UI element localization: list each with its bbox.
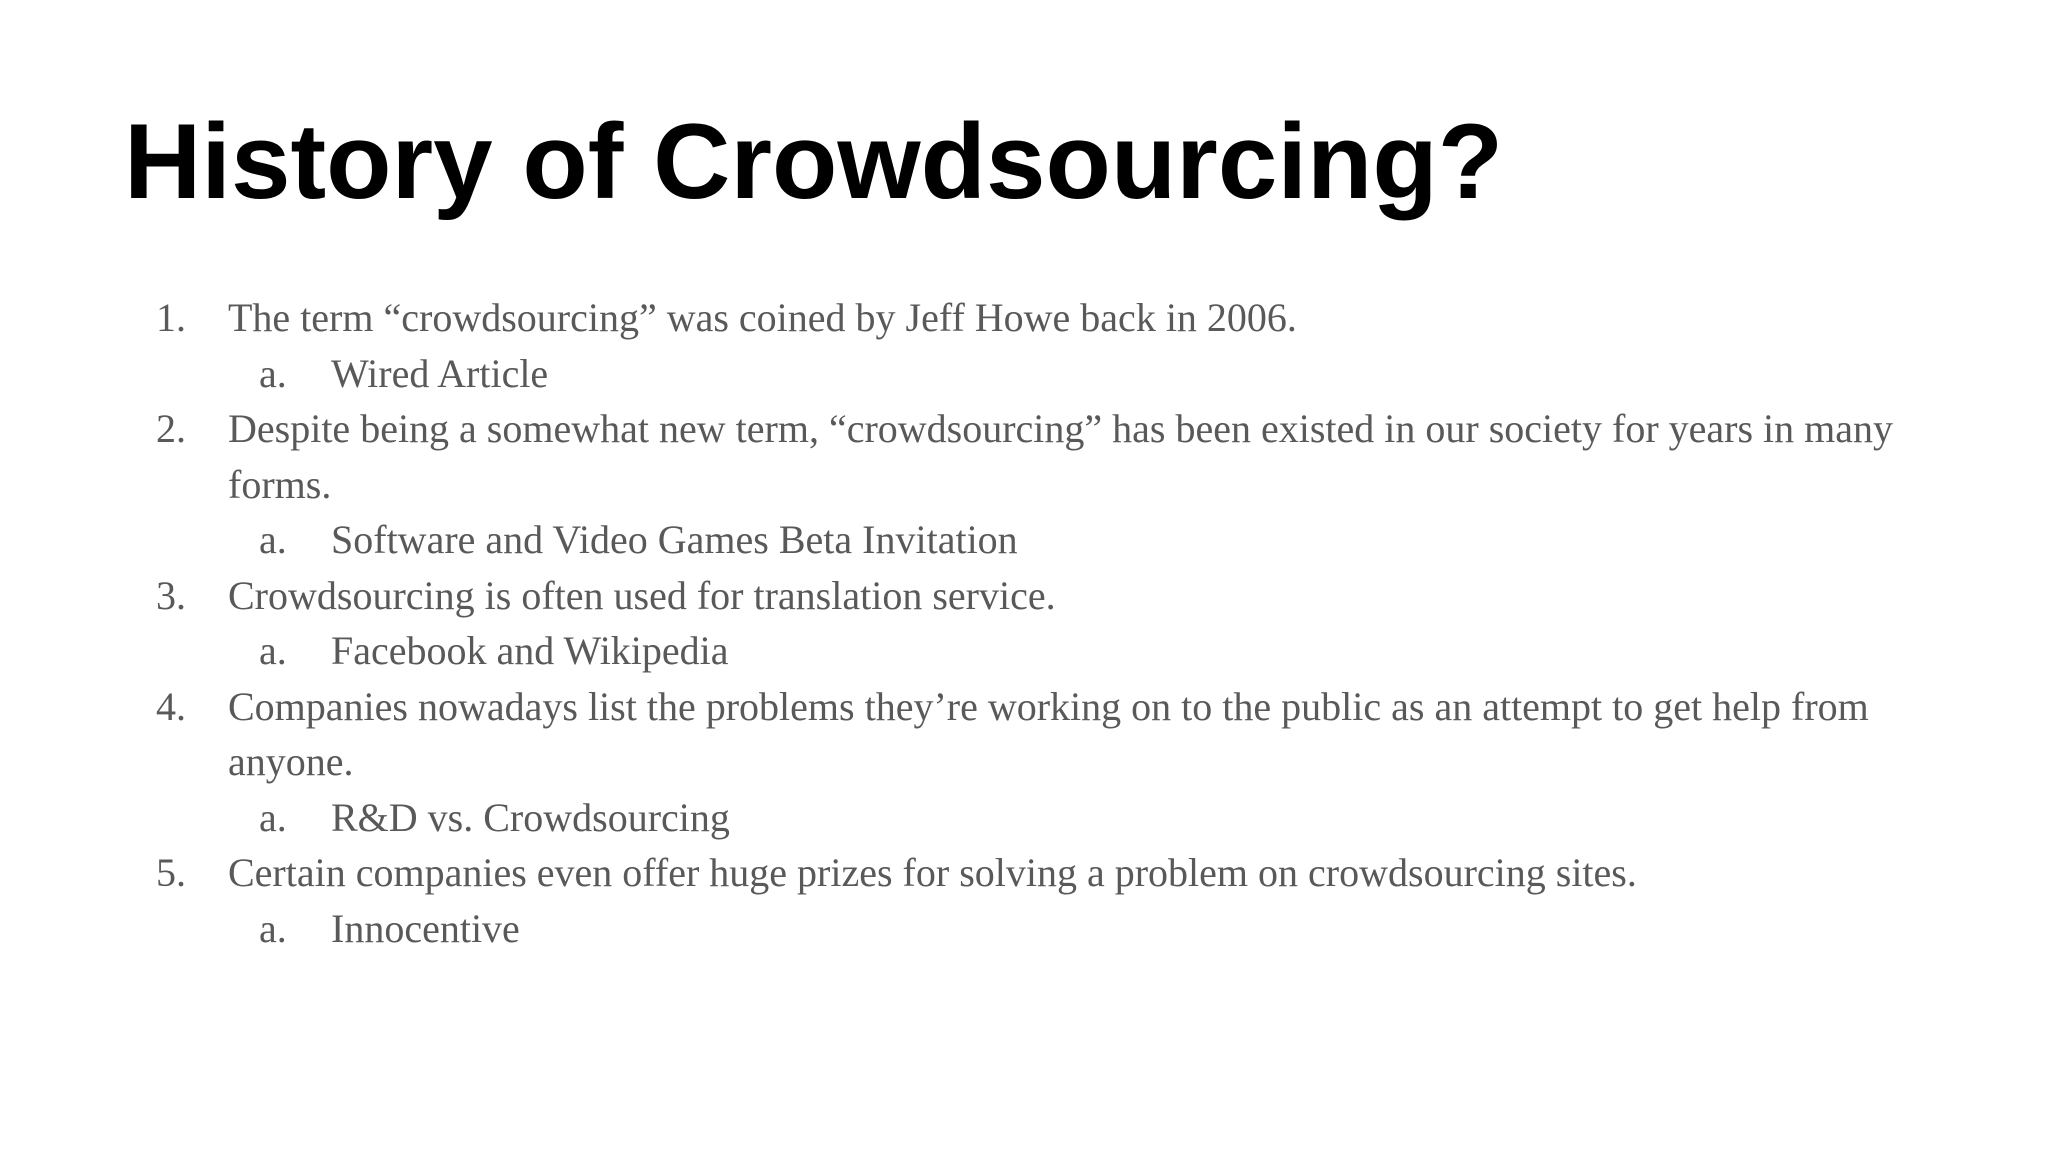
list-item-3 <box>0 568 2048 624</box>
list-item-number: 5. <box>156 850 186 895</box>
list-item-text: Despite being a somewhat new term, “crowdsourcing” has been existed in our society for years in many forms. <box>228 406 1894 507</box>
list-item-number: 4. <box>156 683 186 729</box>
sub-item-3a <box>0 623 2048 679</box>
sub-item-5a <box>0 901 2048 957</box>
list-item-number: 1. <box>156 295 186 340</box>
slide-body <box>0 290 2048 956</box>
slide-title: History of Crowdsourcing? <box>124 101 1504 221</box>
list-item-4 <box>0 679 2048 790</box>
sub-item-letter: a. <box>259 794 287 840</box>
list-item-1 <box>0 290 2048 346</box>
list-item-2 <box>0 401 2048 512</box>
list-item-text: The term “crowdsourcing” was coined by Jeff Howe back in 2006. <box>228 295 1297 340</box>
list-item-5 <box>0 845 2048 901</box>
sub-item-text: Facebook and Wikipedia <box>331 628 729 673</box>
list-item-number: 3. <box>156 572 186 618</box>
list-item-text: Crowdsourcing is often used for translation service. <box>228 572 1056 618</box>
sub-item-letter: a. <box>259 628 287 673</box>
sub-item-text: Wired Article <box>331 350 549 396</box>
list-item-number: 2. <box>156 406 186 451</box>
sub-item-1a <box>0 346 2048 402</box>
sub-item-text: Software and Video Games Beta Invitation <box>331 517 1018 562</box>
sub-item-letter: a. <box>259 905 287 951</box>
sub-item-letter: a. <box>259 517 287 562</box>
sub-item-2a <box>0 512 2048 568</box>
list-item-text: Certain companies even offer huge prizes for solving a problem on crowdsourcing sites. <box>228 850 1637 895</box>
sub-item-text: R&D vs. Crowdsourcing <box>331 794 730 840</box>
sub-item-text: Innocentive <box>331 905 520 951</box>
list-item-text: Companies nowadays list the problems they’re working on to the public as an attempt to get help from anyone. <box>228 683 1869 784</box>
sub-item-4a <box>0 790 2048 846</box>
sub-item-letter: a. <box>259 350 287 396</box>
